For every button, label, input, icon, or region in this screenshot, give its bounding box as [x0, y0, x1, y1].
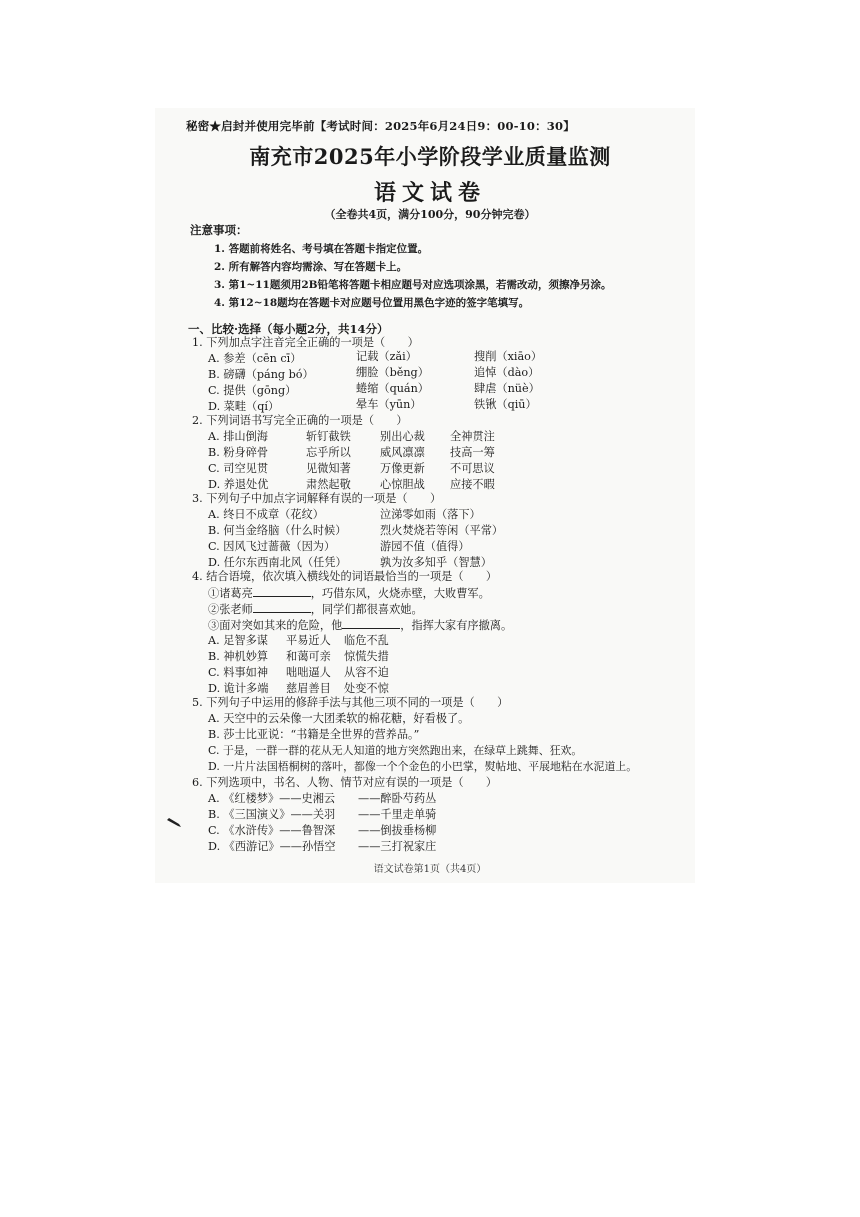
q5-option: D. 一片片法国梧桐树的落叶，都像一个个金色的小巴掌，熨帖地、平展地粘在水泥道上。	[208, 760, 638, 773]
q2-option-word: 忘乎所以	[306, 446, 351, 459]
q3-option-word: 游园不值（值得）	[380, 540, 470, 553]
q2-option-word: 威风凛凛	[380, 446, 425, 459]
q1-option-word: 铁锹（qiū）	[474, 398, 537, 411]
q1-option-word: 追悼（dào）	[474, 366, 540, 379]
notes-title: 注意事项：	[190, 223, 248, 237]
q3-option-word: 泣涕零如雨（落下）	[380, 508, 481, 521]
q6-option: D. 《西游记》——孙悟空	[208, 840, 336, 853]
q4-option: D. 诡计多端	[208, 682, 269, 695]
exam-title: 南充市2025年小学阶段学业质量监测	[249, 144, 611, 169]
q4-sentence-3: ③面对突如其来的危险，他 ，指挥大家有序撤离。	[208, 619, 513, 632]
q4-option: A. 足智多谋	[208, 634, 268, 647]
q6-option: B. 《三国演义》——关羽	[208, 808, 336, 821]
q3-option: B. 何当金络脑（什么时候）	[208, 524, 347, 537]
fill-blank	[342, 618, 400, 629]
exam-info: （全卷共4页，满分100分，90分钟完卷）	[324, 208, 536, 221]
question-1-stem: 1. 下列加点字注音完全正确的一项是（ ）	[192, 336, 419, 349]
q3-option: A. 终日不成章（花纹）	[208, 508, 324, 521]
q2-option-word: 应接不暇	[450, 478, 495, 491]
q2-option-word: 万像更新	[380, 462, 425, 475]
subject-title: 语文试卷	[373, 180, 486, 206]
q2-option-word: 心惊胆战	[380, 478, 425, 491]
confidential-header: 秘密★启封并使用完毕前【考试时间：2025年6月24日9：00-10：30】	[186, 119, 575, 133]
question-3-stem: 3. 下列句子中加点字词解释有误的一项是（ ）	[192, 492, 442, 505]
q2-option: D. 养退处优	[208, 478, 269, 491]
q6-option: C. 《水浒传》——鲁智深	[208, 824, 336, 837]
q5-option: C. 于是，一群一群的花从无人知道的地方突然跑出来，在绿草上跳舞、狂欢。	[208, 744, 583, 757]
q3-option: C. 因风飞过蔷薇（因为）	[208, 540, 336, 553]
q4-option-word: 临危不乱	[344, 634, 389, 647]
q3-option-word: 烈火焚烧若等闲（平常）	[380, 524, 504, 537]
q1-option-word: 绷脸（běng）	[356, 366, 429, 379]
q6-option-plot: ——醉卧芍药丛	[358, 792, 437, 805]
q2-option-word: 别出心裁	[380, 430, 425, 443]
q5-option: B. 莎士比亚说：“书籍是全世界的营养品。”	[208, 728, 420, 741]
note-item: 2. 所有解答内容均需涂、写在答题卡上。	[214, 261, 408, 273]
q2-option-word: 全神贯注	[450, 430, 495, 443]
q2-option: A. 排山倒海	[208, 430, 268, 443]
q2-option: C. 司空见贯	[208, 462, 269, 475]
q2-option-word: 技高一筹	[450, 446, 495, 459]
q4-sentence-1: ①诸葛亮 ，巧借东风，火烧赤壁，大败曹军。	[208, 587, 490, 600]
q4-option-word: 处变不惊	[344, 682, 389, 695]
question-6-stem: 6. 下列选项中，书名、人物、情节对应有误的一项是（ ）	[192, 776, 498, 789]
q4-option: C. 料事如神	[208, 666, 269, 679]
q4-sentence-2: ②张老师 ，同学们都很喜欢她。	[208, 603, 423, 616]
q4-option-word: 慈眉善目	[286, 682, 331, 695]
q2-option-word: 肃然起敬	[306, 478, 351, 491]
q5-option: A. 天空中的云朵像一大团柔软的棉花糖，好看极了。	[208, 712, 470, 725]
q4-option-word: 平易近人	[286, 634, 331, 647]
q2-option-word: 斩钉截铁	[306, 430, 351, 443]
pencil-mark-icon	[166, 818, 182, 828]
q1-option: D. 菜畦（qí）	[208, 400, 280, 413]
note-item: 1. 答题前将姓名、考号填在答题卡指定位置。	[214, 243, 429, 255]
fill-blank	[253, 586, 311, 597]
q1-option-word: 肆虐（nüè）	[474, 382, 540, 395]
q1-option: A. 参差（cēn cī）	[208, 352, 302, 365]
fill-blank	[253, 602, 311, 613]
section-heading: 一、比较·选择（每小题2分，共14分）	[188, 322, 389, 336]
q6-option-plot: ——千里走单骑	[358, 808, 437, 821]
q2-option-word: 见微知著	[306, 462, 351, 475]
q1-option: B. 磅礴（páng bó）	[208, 368, 314, 381]
q4-option-word: 和蔼可亲	[286, 650, 331, 663]
q6-option-plot: ——倒拔垂杨柳	[358, 824, 437, 837]
q4-option: B. 神机妙算	[208, 650, 269, 663]
note-item: 4. 第12~18题均在答题卡对应题号位置用黑色字迹的签字笔填写。	[214, 297, 530, 309]
q3-option-word: 孰为汝多知乎（智慧）	[380, 556, 492, 569]
q6-option-plot: ——三打祝家庄	[358, 840, 437, 853]
question-2-stem: 2. 下列词语书写完全正确的一项是（ ）	[192, 414, 408, 427]
q4-option-word: 惊慌失措	[344, 650, 389, 663]
q1-option: C. 提供（gōng）	[208, 384, 297, 397]
q1-option-word: 搜削（xiāo）	[474, 350, 543, 363]
q1-option-word: 记载（zǎi）	[356, 350, 417, 363]
q1-option-word: 晕车（yūn）	[356, 398, 422, 411]
q3-option: D. 任尔东西南北风（任凭）	[208, 556, 347, 569]
question-5-stem: 5. 下列句子中运用的修辞手法与其他三项不同的一项是（ ）	[192, 696, 509, 709]
q6-option: A. 《红楼梦》——史湘云	[208, 792, 336, 805]
page-footer: 语文试卷第1页（共4页）	[373, 864, 487, 875]
q4-option-word: 从容不迫	[344, 666, 389, 679]
q2-option-word: 不可思议	[450, 462, 495, 475]
q1-option-word: 蜷缩（quán）	[356, 382, 429, 395]
q2-option: B. 粉身碎骨	[208, 446, 269, 459]
q4-option-word: 咄咄逼人	[286, 666, 331, 679]
question-4-stem: 4. 结合语境，依次填入横线处的词语最恰当的一项是（ ）	[192, 570, 498, 583]
note-item: 3. 第1~11题须用2B铅笔将答题卡相应题号对应选项涂黑，若需改动，须擦净另涂。	[214, 279, 612, 291]
